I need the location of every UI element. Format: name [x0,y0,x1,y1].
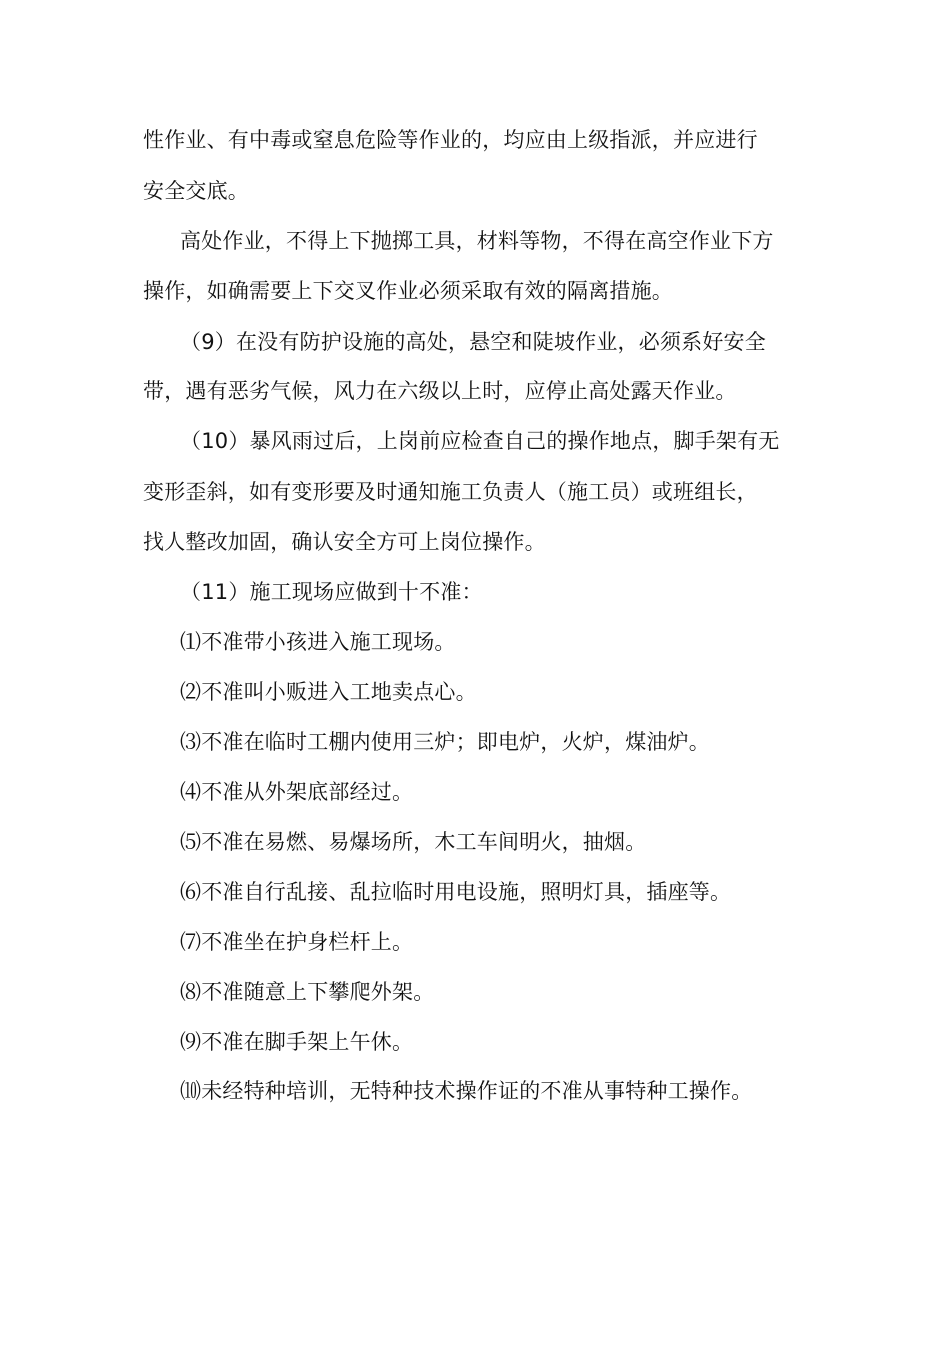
section-heading: （11）施工现场应做到十不准： [180,580,483,604]
paragraph-line: 带，遇有恶劣气候，风力在六级以上时，应停止高处露天作业。 [143,379,737,403]
paragraph-line: 操作，如确需要上下交叉作业必须采取有效的隔离措施。 [143,279,673,303]
list-item: ⑹不准自行乱接、乱拉临时用电设施，照明灯具，插座等。 [180,880,732,904]
paragraph-line: 安全交底。 [143,179,249,203]
paragraph-line: （10）暴风雨过后，上岗前应检查自己的操作地点，脚手架有无 [180,429,780,453]
list-item: ⑶不准在临时工棚内使用三炉；即电炉，火炉，煤油炉。 [180,730,710,754]
paragraph-line: 变形歪斜，如有变形要及时通知施工负责人（施工员）或班组长， [143,480,758,504]
list-item: ⑺不准坐在护身栏杆上。 [180,930,414,954]
list-item: ⑽未经特种培训，无特种技术操作证的不准从事特种工操作。 [180,1079,753,1103]
list-item: ⑵不准叫小贩进入工地卖点心。 [180,680,477,704]
paragraph-line: （9）在没有防护设施的高处，悬空和陡坡作业，必须系好安全 [180,330,766,354]
paragraph-line: 高处作业，不得上下抛掷工具，材料等物，不得在高空作业下方 [180,229,774,253]
paragraph-line: 找人整改加固，确认安全方可上岗位操作。 [143,530,546,554]
list-item: ⑼不准在脚手架上午休。 [180,1030,414,1054]
paragraph-line: 性作业、有中毒或窒息危险等作业的，均应由上级指派，并应进行 [143,128,758,152]
list-item: ⑷不准从外架底部经过。 [180,780,414,804]
list-item: ⑻不准随意上下攀爬外架。 [180,980,435,1004]
list-item: ⑴不准带小孩进入施工现场。 [180,630,456,654]
list-item: ⑸不准在易燃、易爆场所，木工车间明火，抽烟。 [180,830,647,854]
